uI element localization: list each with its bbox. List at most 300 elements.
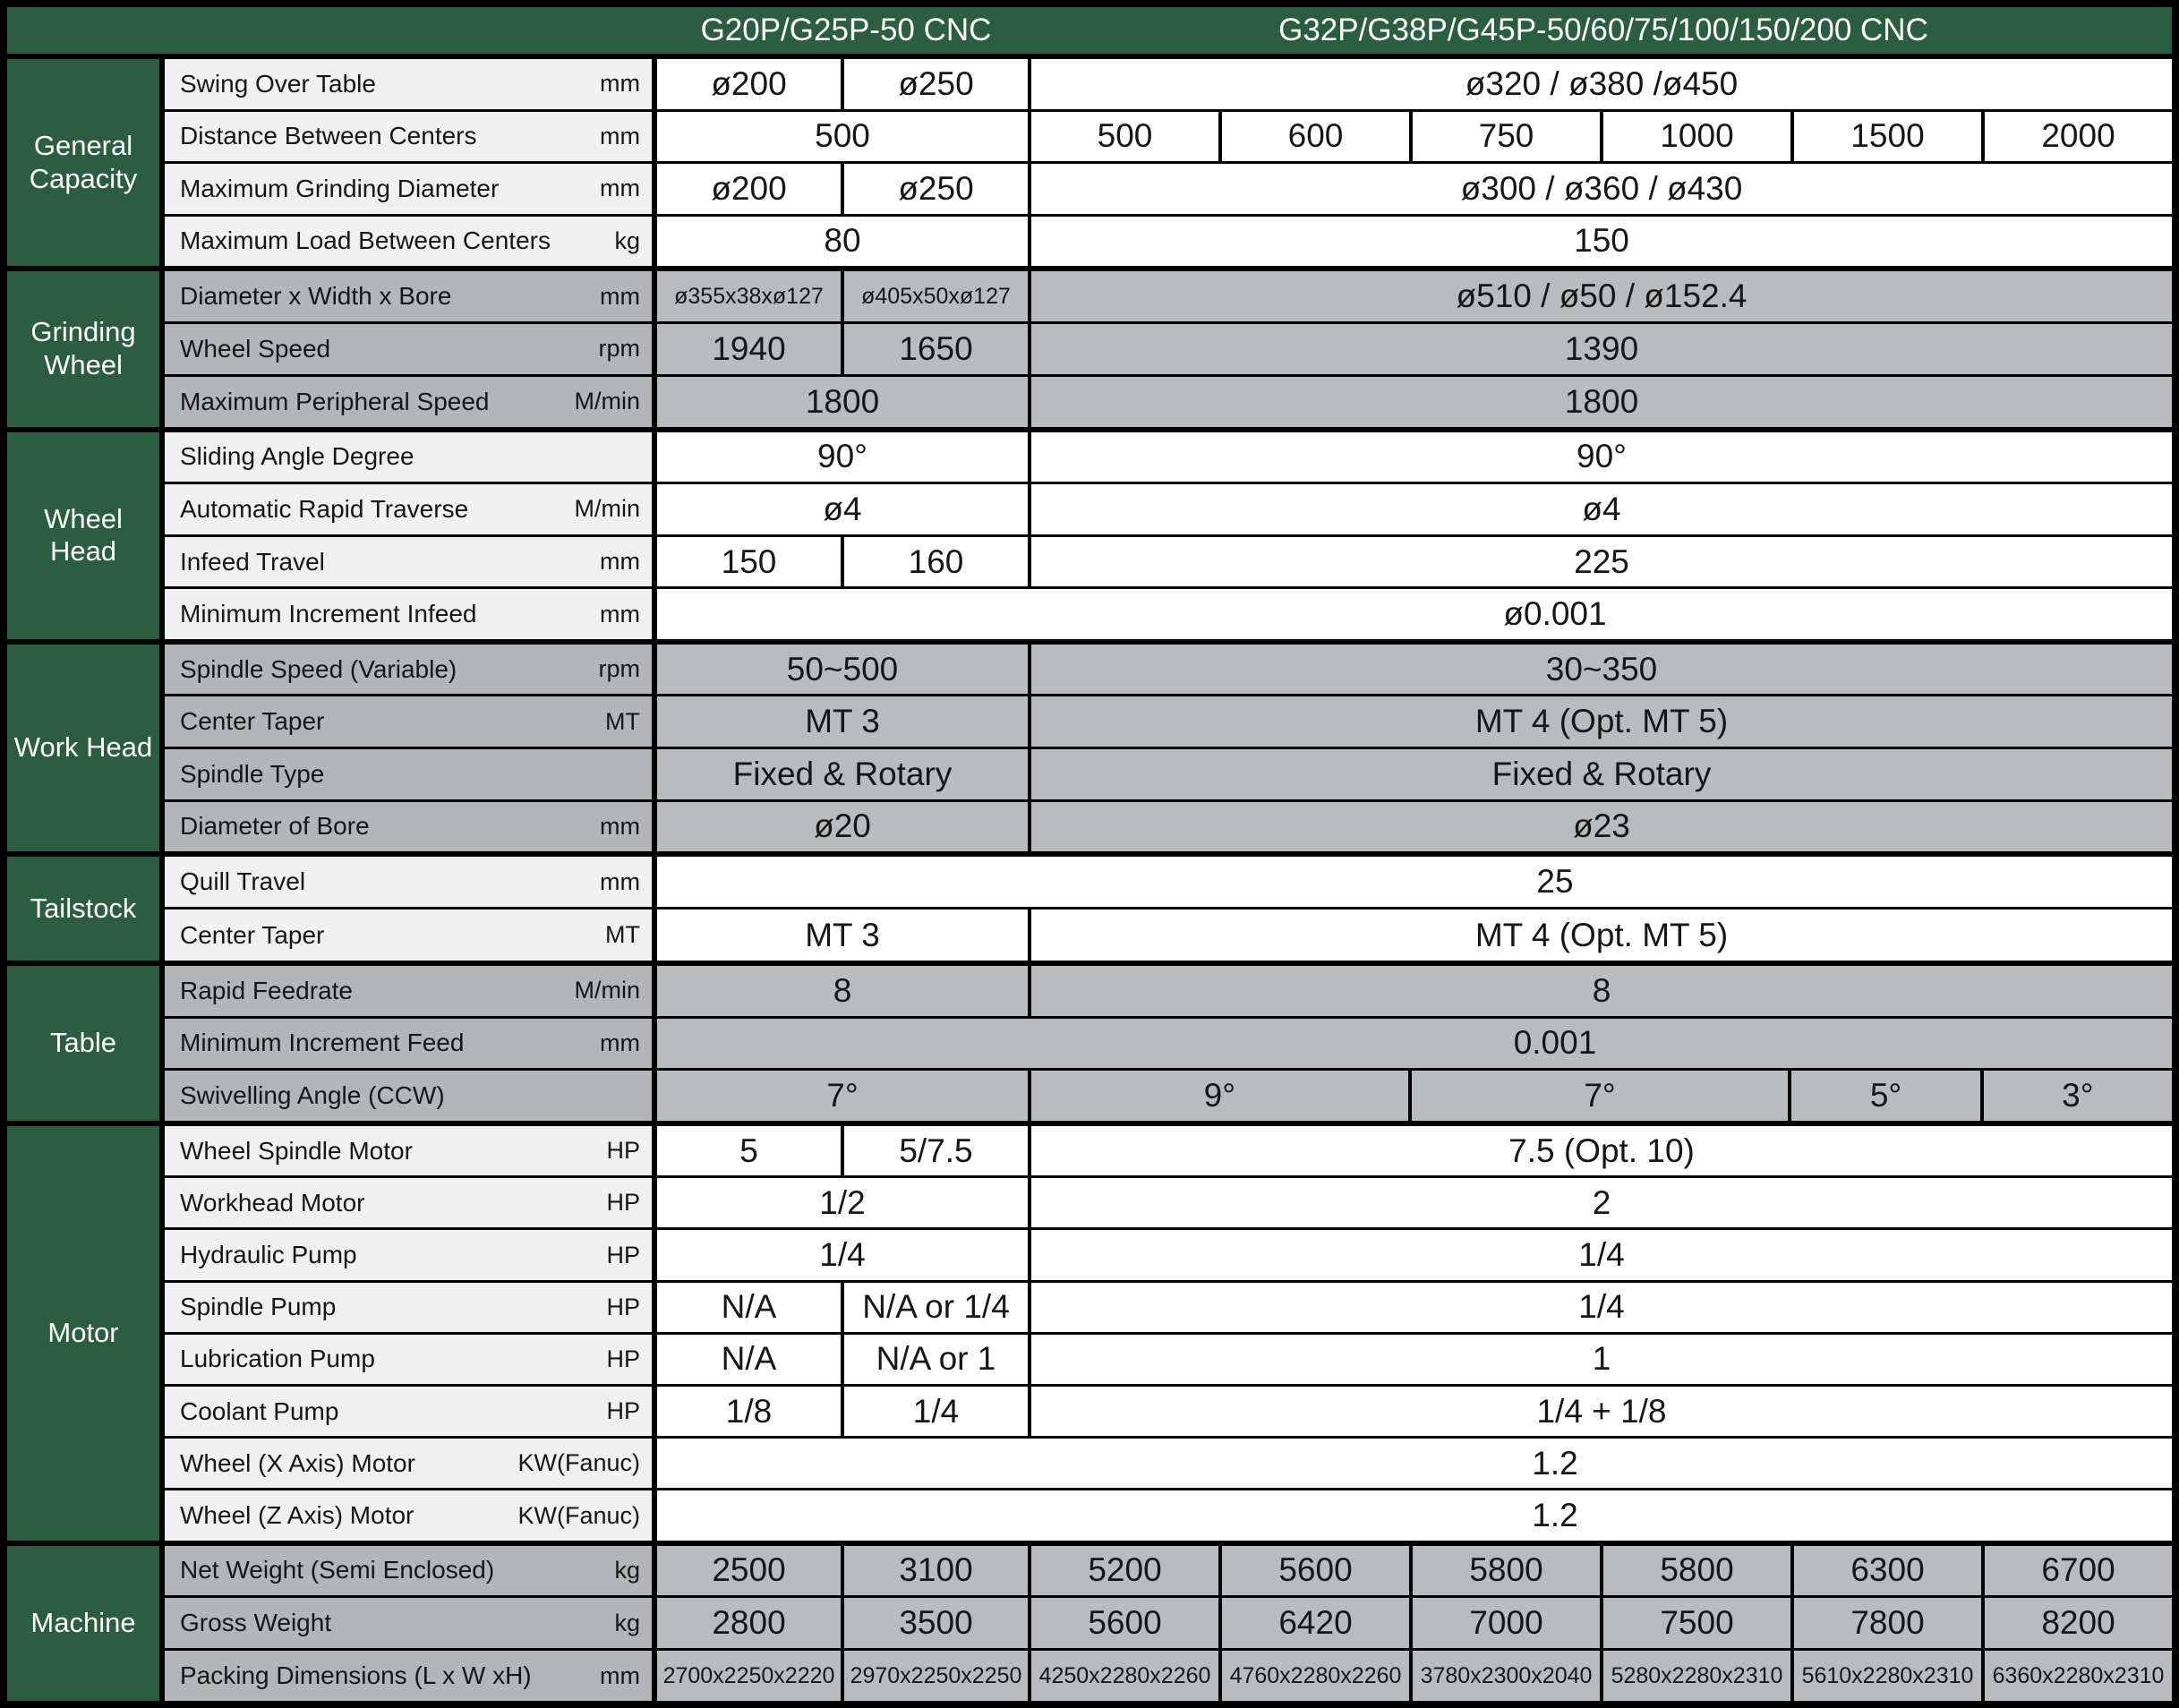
right-family-values <box>1031 1335 2172 1384</box>
spec-row <box>165 164 2172 214</box>
spec-value: 2 <box>1031 1178 2172 1227</box>
spec-value: 3100 <box>844 1546 1028 1596</box>
spec-value: ø4 <box>1031 484 2172 534</box>
category-cell <box>7 857 159 961</box>
spec-label-cell <box>165 164 657 214</box>
right-family-values <box>1031 377 2172 427</box>
spec-value: Fixed & Rotary <box>657 749 1028 799</box>
spec-values <box>657 966 2172 1016</box>
spec-grid <box>165 59 2172 1701</box>
spec-label-cell <box>165 59 657 109</box>
spec-row <box>165 432 2172 483</box>
right-family-values <box>1031 645 2172 695</box>
spec-value: ø250 <box>844 164 1028 214</box>
spec-values <box>657 1230 2172 1279</box>
spec-values <box>657 1335 2172 1384</box>
spec-unit: M/min <box>574 495 640 523</box>
spec-value: ø405x50xø127 <box>844 271 1028 321</box>
spec-row <box>165 966 2172 1016</box>
spec-unit: mm <box>600 867 640 895</box>
spec-value: 90° <box>657 432 1028 483</box>
left-family-values <box>657 217 1028 267</box>
spec-label-cell <box>165 1439 657 1488</box>
spec-values <box>657 645 2172 695</box>
spec-value: 1.2 <box>657 1490 2172 1540</box>
right-family-values <box>1031 271 2172 321</box>
spec-row <box>165 802 2172 852</box>
spec-label: Coolant Pump <box>180 1396 339 1425</box>
spec-unit: mm <box>600 122 640 149</box>
section-group <box>165 645 2172 851</box>
spec-value: ø20 <box>657 802 1028 852</box>
spec-value: 1/4 <box>844 1387 1028 1436</box>
spec-values <box>657 1019 2172 1069</box>
category-label: General Capacity <box>29 130 138 194</box>
spec-value: 7500 <box>1603 1598 1790 1648</box>
spec-value: 1/8 <box>657 1387 841 1436</box>
spec-value: MT 3 <box>657 696 1028 747</box>
spec-label-cell <box>165 112 657 162</box>
spec-value: 1/4 <box>1031 1283 2172 1332</box>
section-group <box>165 271 2172 426</box>
spec-label: Hydraulic Pump <box>180 1241 357 1269</box>
spec-value: 1/4 <box>657 1230 1028 1279</box>
spec-value: N/A or 1/4 <box>844 1283 1028 1332</box>
spec-values <box>657 1178 2172 1227</box>
spec-value: Fixed & Rotary <box>1031 749 2172 799</box>
spec-unit: HP <box>606 1293 640 1320</box>
left-family-values <box>657 1230 1028 1279</box>
spec-values <box>657 1439 2172 1488</box>
spec-unit: HP <box>606 1137 640 1165</box>
spec-values <box>657 164 2172 214</box>
spec-label-cell <box>165 645 657 695</box>
spec-label: Wheel Speed <box>180 334 331 363</box>
spec-value: 500 <box>1031 112 1218 162</box>
spec-label-cell <box>165 324 657 374</box>
spec-values <box>657 696 2172 747</box>
spec-value: ø0.001 <box>657 589 2172 639</box>
spec-label: Net Weight (Semi Enclosed) <box>180 1556 495 1584</box>
spec-values <box>657 1598 2172 1648</box>
spec-value: ø250 <box>844 59 1028 109</box>
spec-value: 600 <box>1222 112 1409 162</box>
spec-value: 6300 <box>1794 1546 1981 1596</box>
spec-value: ø320 / ø380 /ø450 <box>1031 59 2172 109</box>
spec-unit: mm <box>600 812 640 840</box>
left-family-values <box>657 696 1028 747</box>
right-family-values <box>1031 217 2172 267</box>
spec-value: 7° <box>657 1071 1028 1121</box>
spec-row <box>165 112 2172 162</box>
spec-value: 1.2 <box>657 1439 2172 1488</box>
spec-label: Diameter x Width x Bore <box>180 282 452 311</box>
spec-values <box>657 271 2172 321</box>
spec-value: 5800 <box>1603 1546 1790 1596</box>
spec-label-cell <box>165 749 657 799</box>
section-group <box>165 966 2172 1121</box>
right-family-values <box>1031 1283 2172 1332</box>
spec-unit: HP <box>606 1241 640 1268</box>
category-cell <box>7 1126 159 1540</box>
spec-values <box>657 59 2172 109</box>
spec-value: 80 <box>657 217 1028 267</box>
spec-value: 1/2 <box>657 1178 1028 1227</box>
spec-label-cell <box>165 1598 657 1648</box>
left-family-values <box>657 802 1028 852</box>
spec-value: 1390 <box>1031 324 2172 374</box>
spec-value: ø355x38xø127 <box>657 271 841 321</box>
spec-value: 6420 <box>1222 1598 1409 1648</box>
spec-value: 5280x2280x2310 <box>1603 1651 1790 1701</box>
spec-unit: kg <box>614 1556 640 1584</box>
spec-value: 5600 <box>1222 1546 1409 1596</box>
spec-value: 2970x2250x2250 <box>844 1651 1028 1701</box>
spec-row <box>165 271 2172 321</box>
spec-unit: mm <box>600 1661 640 1689</box>
spec-value: 50~500 <box>657 645 1028 695</box>
spec-values <box>657 589 2172 639</box>
spec-row <box>165 484 2172 534</box>
spec-row <box>165 1651 2172 1701</box>
spec-value: 6360x2280x2310 <box>1985 1651 2172 1701</box>
left-family-values <box>657 271 1028 321</box>
spec-unit: KW(Fanuc) <box>517 1449 640 1477</box>
spec-label-cell <box>165 857 657 907</box>
spec-row <box>165 1439 2172 1488</box>
spec-label-cell <box>165 910 657 960</box>
category-label: Machine <box>30 1606 136 1638</box>
spec-unit: HP <box>606 1397 640 1425</box>
spec-row <box>165 749 2172 799</box>
spec-values <box>657 802 2172 852</box>
spec-label: Swivelling Angle (CCW) <box>180 1081 445 1110</box>
spec-label-cell <box>165 1178 657 1227</box>
left-family-values <box>657 966 1028 1016</box>
spec-label-cell <box>165 484 657 534</box>
right-family-values <box>1031 802 2172 852</box>
spec-values <box>657 112 2172 162</box>
spec-row <box>165 1126 2172 1175</box>
spec-value: 3° <box>1984 1071 2172 1121</box>
spec-label-cell <box>165 1335 657 1384</box>
spec-value: 25 <box>657 857 2172 907</box>
spec-label: Distance Between Centers <box>180 122 477 150</box>
spec-value: 225 <box>1031 537 2172 587</box>
right-family-values <box>1031 1651 2172 1701</box>
spec-value: 2000 <box>1985 112 2172 162</box>
table-body <box>7 59 2172 1701</box>
spec-label-cell <box>165 1387 657 1436</box>
spec-value: 2700x2250x2220 <box>657 1651 841 1701</box>
left-family-values <box>657 324 1028 374</box>
spec-value: 150 <box>657 537 841 587</box>
spec-value: 1800 <box>657 377 1028 427</box>
right-family-values <box>1031 537 2172 587</box>
spec-value: 1500 <box>1794 112 1981 162</box>
spec-row <box>165 696 2172 747</box>
spec-values <box>657 1546 2172 1596</box>
spec-unit: rpm <box>598 335 640 363</box>
spec-value: 7000 <box>1413 1598 1600 1648</box>
spec-value: 5/7.5 <box>844 1126 1028 1175</box>
left-family-values <box>657 484 1028 534</box>
spec-label-cell <box>165 1126 657 1175</box>
spec-label: Packing Dimensions (L x W xH) <box>180 1661 532 1690</box>
spec-label-cell <box>165 696 657 747</box>
spec-value: 5° <box>1791 1071 1979 1121</box>
spec-row <box>165 1071 2172 1121</box>
spec-value: 150 <box>1031 217 2172 267</box>
section-group <box>165 1126 2172 1540</box>
spec-value: ø300 / ø360 / ø430 <box>1031 164 2172 214</box>
spec-value: 9° <box>1031 1071 1408 1121</box>
spec-label: Spindle Pump <box>180 1293 337 1321</box>
spec-value: 7800 <box>1794 1598 1981 1648</box>
right-family-values <box>1031 1230 2172 1279</box>
right-family-values <box>1031 484 2172 534</box>
spec-unit: M/min <box>574 977 640 1004</box>
category-cell <box>7 645 159 851</box>
category-cell <box>7 966 159 1121</box>
spec-value: 5 <box>657 1126 841 1175</box>
spec-label-cell <box>165 1651 657 1701</box>
spec-value: 1650 <box>844 324 1028 374</box>
spec-value: 1 <box>1031 1335 2172 1384</box>
right-family-values <box>1031 1178 2172 1227</box>
spec-value: 1/4 + 1/8 <box>1031 1387 2172 1436</box>
spec-label: Center Taper <box>180 920 325 949</box>
spec-value: 0.001 <box>657 1019 2172 1069</box>
spec-row <box>165 217 2172 267</box>
spec-value: 5600 <box>1031 1598 1218 1648</box>
spec-value: 5200 <box>1031 1546 1218 1596</box>
spec-value: MT 4 (Opt. MT 5) <box>1031 910 2172 960</box>
spec-label-cell <box>165 1019 657 1069</box>
spec-unit: MT <box>605 707 640 735</box>
spec-value: 1/4 <box>1031 1230 2172 1279</box>
spec-label: Wheel Spindle Motor <box>180 1136 413 1165</box>
spec-label: Sliding Angle Degree <box>180 442 414 471</box>
spec-value: 1800 <box>1031 377 2172 427</box>
spec-value: 750 <box>1413 112 1600 162</box>
section-group <box>165 857 2172 961</box>
left-family-values <box>657 537 1028 587</box>
spec-values <box>657 857 2172 907</box>
left-family-values <box>657 1598 1028 1648</box>
spec-unit: mm <box>600 175 640 202</box>
spec-value: 2500 <box>657 1546 841 1596</box>
section-group <box>165 432 2172 639</box>
right-family-values <box>1031 1387 2172 1436</box>
spec-label-cell <box>165 1283 657 1332</box>
spec-label: Workhead Motor <box>180 1188 365 1217</box>
left-family-values <box>657 112 1028 162</box>
spec-value: 8 <box>657 966 1028 1016</box>
right-family-values <box>1031 1071 2172 1121</box>
spec-unit: mm <box>600 70 640 98</box>
spec-unit: KW(Fanuc) <box>517 1501 640 1529</box>
category-cell <box>7 271 159 426</box>
right-family-values <box>1031 1126 2172 1175</box>
spec-row <box>165 1546 2172 1596</box>
spec-value: MT 4 (Opt. MT 5) <box>1031 696 2172 747</box>
spec-values <box>657 537 2172 587</box>
right-family-values <box>1031 1598 2172 1648</box>
spec-value: N/A or 1 <box>844 1335 1028 1384</box>
spec-row <box>165 1283 2172 1332</box>
table-header-bar <box>7 7 2172 59</box>
spec-label: Maximum Grinding Diameter <box>180 174 500 202</box>
spec-unit: rpm <box>598 655 640 683</box>
spec-label-cell <box>165 589 657 639</box>
spec-value: ø200 <box>657 59 841 109</box>
spec-unit: mm <box>600 282 640 310</box>
spec-row <box>165 324 2172 374</box>
spec-label-cell <box>165 432 657 483</box>
right-family-values <box>1031 432 2172 483</box>
spec-row <box>165 537 2172 587</box>
spec-row <box>165 910 2172 960</box>
category-cell <box>7 59 159 266</box>
right-family-values <box>1031 324 2172 374</box>
left-family-values <box>657 59 1028 109</box>
spec-row <box>165 645 2172 695</box>
spec-label: Center Taper <box>180 707 325 736</box>
spec-label: Wheel (X Axis) Motor <box>180 1448 415 1477</box>
left-family-values <box>657 1335 1028 1384</box>
spec-value: 160 <box>844 537 1028 587</box>
spec-label: Spindle Type <box>180 759 325 788</box>
spec-label-cell <box>165 1071 657 1121</box>
right-family-values <box>1031 112 2172 162</box>
spec-value: MT 3 <box>657 910 1028 960</box>
spec-label: Maximum Peripheral Speed <box>180 387 490 415</box>
spec-values <box>657 377 2172 427</box>
spec-value: ø4 <box>657 484 1028 534</box>
category-cell <box>7 1546 159 1701</box>
spec-label: Spindle Speed (Variable) <box>180 654 457 683</box>
left-family-values <box>657 1387 1028 1436</box>
spec-value: 4760x2280x2260 <box>1222 1651 1409 1701</box>
spec-label: Lubrication Pump <box>180 1345 375 1373</box>
category-label: Wheel Head <box>44 502 123 568</box>
spec-label: Diameter of Bore <box>180 812 370 841</box>
section-group <box>165 59 2172 266</box>
category-cell <box>7 432 159 639</box>
spec-value: 5800 <box>1413 1546 1600 1596</box>
right-family-values <box>1031 59 2172 109</box>
spec-values <box>657 1651 2172 1701</box>
spec-row <box>165 377 2172 427</box>
spec-label-cell <box>165 537 657 587</box>
spec-value: 7.5 (Opt. 10) <box>1031 1126 2172 1175</box>
spec-row <box>165 59 2172 109</box>
spec-label: Wheel (Z Axis) Motor <box>180 1501 414 1530</box>
spec-row <box>165 1335 2172 1384</box>
spec-label-cell <box>165 802 657 852</box>
spec-label: Infeed Travel <box>180 547 325 576</box>
spec-unit: mm <box>600 1029 640 1056</box>
spec-value: 8 <box>1031 966 2172 1016</box>
spec-label-cell <box>165 217 657 267</box>
header-spacer <box>7 7 657 54</box>
right-family-values <box>1031 164 2172 214</box>
category-label: Grinding Wheel <box>30 316 136 380</box>
left-family-values <box>657 645 1028 695</box>
spec-value: 5610x2280x2310 <box>1794 1651 1981 1701</box>
spec-values <box>657 749 2172 799</box>
spec-values <box>657 217 2172 267</box>
spec-value: ø510 / ø50 / ø152.4 <box>1031 271 2172 321</box>
spec-value: 6700 <box>1985 1546 2172 1596</box>
category-label: Motor <box>47 1317 119 1349</box>
spec-values <box>657 432 2172 483</box>
left-family-values <box>657 1071 1028 1121</box>
spec-row <box>165 589 2172 639</box>
right-family-values <box>1031 966 2172 1016</box>
spec-value: N/A <box>657 1335 841 1384</box>
spec-values <box>657 324 2172 374</box>
spec-label: Gross Weight <box>180 1609 332 1637</box>
spec-value: 2800 <box>657 1598 841 1648</box>
category-label: Work Head <box>13 731 153 764</box>
section-group <box>165 1546 2172 1701</box>
spec-label-cell <box>165 377 657 427</box>
left-family-values <box>657 1283 1028 1332</box>
spec-value: 3500 <box>844 1598 1028 1648</box>
spec-label: Rapid Feedrate <box>180 976 354 1004</box>
spec-values <box>657 1283 2172 1332</box>
spec-label-cell <box>165 966 657 1016</box>
spec-values <box>657 1071 2172 1121</box>
spec-values <box>657 484 2172 534</box>
category-label: Table <box>49 1027 117 1059</box>
spec-unit: MT <box>605 921 640 949</box>
left-family-values <box>657 1546 1028 1596</box>
spec-value: ø23 <box>1031 802 2172 852</box>
left-family-values <box>657 749 1028 799</box>
spec-unit: M/min <box>574 388 640 415</box>
model-header-left: G20P/G25P-50 CNC <box>700 13 992 47</box>
spec-row <box>165 1598 2172 1648</box>
spec-row <box>165 1019 2172 1069</box>
left-family-values <box>657 432 1028 483</box>
spec-unit: mm <box>600 548 640 576</box>
left-family-values <box>657 164 1028 214</box>
right-family-values <box>1031 1546 2172 1596</box>
spec-value: 7° <box>1412 1071 1789 1121</box>
spec-label: Swing Over Table <box>180 69 376 98</box>
spec-value: N/A <box>657 1283 841 1332</box>
right-family-values <box>1031 910 2172 960</box>
spec-label: Quill Travel <box>180 867 306 896</box>
spec-row <box>165 1490 2172 1540</box>
spec-row <box>165 857 2172 907</box>
category-column <box>7 59 165 1701</box>
spec-value: 8200 <box>1985 1598 2172 1648</box>
spec-unit: HP <box>606 1345 640 1372</box>
spec-row <box>165 1387 2172 1436</box>
spec-label-cell <box>165 271 657 321</box>
spec-label-cell <box>165 1490 657 1540</box>
spec-values <box>657 1490 2172 1540</box>
left-family-values <box>657 1178 1028 1227</box>
spec-value: 4250x2280x2260 <box>1031 1651 1218 1701</box>
spec-value: 90° <box>1031 432 2172 483</box>
spec-label: Automatic Rapid Traverse <box>180 494 469 523</box>
spec-label-cell <box>165 1230 657 1279</box>
